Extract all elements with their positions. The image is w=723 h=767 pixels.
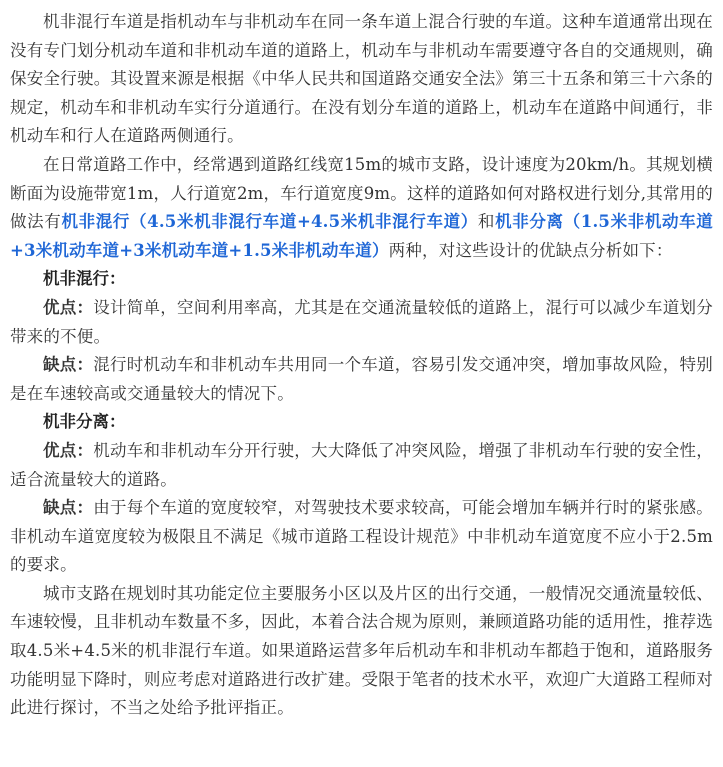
separated-pros-text: 机动车和非机动车分开行驶，大大降低了冲突风险，增强了非机动车行驶的安全性，适合流量较大的道路。 [10, 440, 713, 489]
paragraph-definition: 机非混行车道是指机动车与非机动车在同一条车道上混合行驶的车道。这种车道通常出现在没有专门划分机动车道和非机动车道的道路上，机动车与非机动车需要遵守各自的交通规则，确保安全行驶。其设置来源是根据《中华人民共和国道路交通安全法》第三十五条和第三十六条的规定，机动车和非机动车实行分道通行。在没有划分车道的道路上，机动车在道路中间通行，非机动车和行人在道路两侧通行。 [10, 12, 713, 146]
mixed-cons [10, 351, 713, 408]
separated-pros-label: 优点： [43, 440, 94, 460]
separated-pros [10, 437, 713, 494]
mixed-pros-label: 优点： [43, 297, 94, 317]
highlight-mixed-lane: 机非混行（4.5米机非混行车道+4.5米机非混行车道） [61, 212, 478, 232]
mixed-pros-text: 设计简单，空间利用率高，尤其是在交通流量较低的道路上，混行可以减少车道划分带来的不便。 [10, 297, 713, 346]
context-and: 和 [477, 212, 496, 232]
separated-cons-text: 由于每个车道的宽度较窄，对驾驶技术要求较高，可能会增加车辆并行时的紧张感。非机动车道宽度较为极限且不满足《城市道路工程设计规范》中非机动车道宽度不应小于2.5m的要求。 [10, 498, 713, 575]
mixed-cons-label: 缺点： [43, 355, 94, 375]
context-outro: 两种，对这些设计的优缺点分析如下： [388, 240, 673, 260]
separated-cons [10, 494, 713, 580]
paragraph-conclusion: 城市支路在规划时其功能定位主要服务小区以及片区的出行交通，一般情况交通流量较低、车速较慢，且非机动车数量不多，因此，本着合法合规为原则，兼顾道路功能的适用性，推荐选取4.5米+4.5米的机非混行车道。如果道路运营多年后机动车和非机动车都趋于饱和，道路服务功能明显下降时，则应考虑对道路进行改扩建。受限于笔者的技术水平，欢迎广大道路工程师对此进行探讨，不当之处给予批评指正。 [10, 583, 713, 718]
context-intro: 在日常道路工作中，经常遇到道路红线宽15m的城市支路，设计速度为20km/h。其规划横断面为设施带宽1m，人行道宽2m，车行道宽度9m。这样的道路如何对路权进行划分,其常用的做法有 [10, 154, 713, 232]
heading-separated: 机非分离： [43, 412, 126, 432]
separated-cons-label: 缺点： [43, 498, 94, 518]
paragraph-context [10, 151, 713, 265]
heading-mixed: 机非混行： [43, 269, 126, 289]
highlight-separated-lane: 机非分离（1.5米非机动车道+3米机动车道+3米机动车道+1.5米非机动车道） [10, 212, 713, 260]
mixed-pros [10, 294, 713, 351]
mixed-cons-text: 混行时机动车和非机动车共用同一个车道，容易引发交通冲突，增加事故风险，特别是在车速较高或交通量较大的情况下。 [10, 355, 713, 403]
